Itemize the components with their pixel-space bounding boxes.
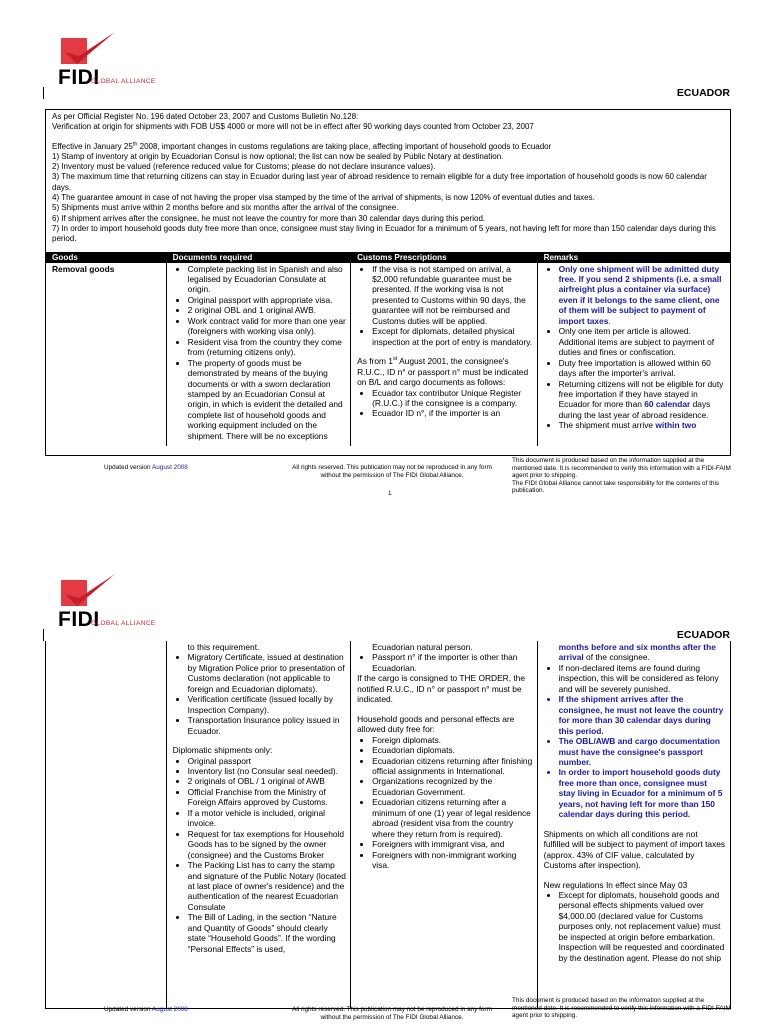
list-item: • Duty free importation is allowed within 60 days after the importer's arrival. — [559, 358, 726, 379]
rights-notice: All rights reserved. This publication may not be reproduced in any form without the permission of The FIDI Global Alliance. — [292, 1006, 492, 1021]
list-item: • Only one shipment will be admitted duty free. If you send 2 shipments (i.e. a small airfreight plus a container via surface) even if it belongs to the same client, one of them will be subject to payment of import taxes. — [559, 264, 726, 327]
intro-line: As per Official Register No. 196 dated October 23, 2007 and Customs Bulletin No.128: — [52, 112, 359, 121]
continued-text: Ecuadorian natural person. — [372, 642, 473, 652]
remarks-paragraph: Shipments on which all conditions are not fulfilled will be subject to payment of import taxes (approx. 43% of CIF value, calculated by Customs after inspection). — [543, 828, 726, 871]
list-item: • Official Franchise from the Ministry of Foreign Affairs approved by Customs. — [188, 787, 346, 808]
list-item: • Original passport with appropriate visa. — [188, 295, 346, 305]
list-item: • If the visa is not stamped on arrival, a $2,000 refundable guarantee must be presented. If the working visa is not presented to Customs within 90 days, the guarantee will not be reimbursed and Customs duties will be applied. — [372, 264, 532, 327]
list-item: • Except for diplomats, household goods and personal effects shipments valued over $4,000.00 (declared value for Customs purposes only, not replacement value) must be inspected at origin before embarkation. Inspection will be requested and coordinated by the destination agent. Please do not ship — [559, 890, 726, 963]
change-item: 1) Stamp of inventory at origin by Ecuadorian Consul is now optional; the list can now be sealed by Public Notary at destination. — [52, 151, 504, 161]
list-item: • Transportation Insurance policy issued in Ecuador. — [188, 715, 346, 736]
list-item: • Ecuadorian diplomats. — [372, 745, 532, 755]
customs-paragraph: If the cargo is consigned to THE ORDER, the notified R.U.C., ID n° or passport n° must be indicated. — [357, 673, 525, 705]
list-item: • Organizations recognized by the Ecuadorian Government. — [372, 776, 532, 797]
list-item: • If a motor vehicle is included, original invoice. — [188, 808, 346, 829]
fidi-logo — [55, 572, 165, 632]
content-box — [45, 641, 731, 1009]
logo-global-alliance-text: GLOBAL ALLIANCE — [91, 620, 156, 627]
list-item: • Ecuador tax contributor Unique Register (R.U.C.) if the consignee is a company. — [372, 388, 532, 409]
country-title: ECUADOR — [676, 87, 730, 99]
disclaimer: This document is produced based on the information supplied at the mentioned date. It is recommended to verify this information with a FIDI-FAIM agent prior to shipping. — [512, 997, 731, 1020]
disclaimer: This document is produced based on the information supplied at the mentioned date. It is recommended to verify this information with a FIDI-FAIM agent prior to shipping. The FIDI Global Alliance cannot take responsibility for the contents of this publication. — [512, 457, 731, 495]
list-item: • Except for diplomats, detailed physical inspection at the port of entry is mandatory. — [372, 326, 532, 347]
rights-notice: All rights reserved. This publication may not be reproduced in any form without the permission of The FIDI Global Alliance. — [292, 464, 492, 479]
list-item: • Passport n° if the importer is other than Ecuadorian. — [372, 652, 532, 673]
change-item: 4) The guarantee amount in case of not having the proper visa stamped by the time of the arrival of shipments, is now 120% of eventual duties and taxes. — [52, 193, 595, 203]
list-item: • Only one item per article is allowed. Additional items are subject to payment of duties and fines or confiscation. — [559, 326, 726, 357]
fidi-logo — [55, 30, 165, 90]
table-row — [46, 641, 730, 1009]
list-item: • Ecuadorian citizens returning after a minimum of one (1) year of legal residence abroad (resident visa from the country where they return from is required). — [372, 797, 532, 839]
customs-paragraph: Household goods and personal effects are allowed duty free for: — [357, 713, 515, 735]
list-item: • Foreigners with non-immigrant working visa. — [372, 850, 532, 871]
change-item: 3) The maximum time that returning citizens can stay in Ecuador during last year of abroad residence to remain eligible for a duty free importation of household goods is now 60 calendar days. — [52, 172, 707, 192]
remarks-cell — [538, 641, 730, 1009]
list-item: • Returning citizens will not be eligible for duty free importation if they have stayed in Ecuador for more than 60 calendar days during the last year of abroad residence. — [559, 379, 726, 421]
remarks-paragraph: New regulations In effect since May 03 — [543, 879, 688, 890]
list-item: • Verification certificate (issued locally by Inspection Company). — [188, 694, 346, 715]
list-item: • Complete packing list in Spanish and also legalised by Ecuadorian Consulate at origin. — [188, 264, 346, 295]
intro-line: Verification at origin for shipments with FOB US$ 4000 or more will not be in effect after 90 working days counted from October 23, 2007 — [52, 122, 534, 132]
list-item: • 2 original OBL and 1 original AWB. — [188, 305, 346, 315]
goods-cell — [46, 641, 167, 1009]
list-item: • Foreigners with immigrant visa, and — [372, 839, 532, 849]
list-item: • The Packing List has to carry the stamp and signature of the Public Notary (located at last place of owner's residence) and the authentication of the nearest Ecuadorian Consulate — [188, 860, 346, 912]
country-title: ECUADOR — [676, 629, 730, 641]
logo-fidi-text: FIDI — [58, 608, 100, 631]
page-number: 1 — [388, 490, 392, 497]
list-item: • 2 originals of OBL / 1 original of AWB — [188, 776, 346, 786]
updated-version: Updated version August 2008 — [104, 464, 188, 471]
list-item: • Request for tax exemptions for Household Goods has to be signed by the owner (consignee) and the Customs Broker — [188, 829, 346, 860]
table-header — [46, 252, 730, 263]
diplomatic-heading: Diplomatic shipments only: — [172, 745, 273, 756]
goods-cell — [46, 263, 167, 446]
documents-cell — [167, 263, 351, 446]
list-item: • The shipment must arrive within two — [559, 420, 726, 430]
change-item: 5) Shipments must arrive within 2 months before and six months after the arrival of the consignee. — [52, 203, 399, 213]
page-2 — [0, 512, 768, 1024]
header-customs: Customs Prescriptions — [357, 252, 447, 262]
list-item: • Inventory list (no Consular seal needed). — [188, 766, 346, 776]
continued-text: months before and six months after the arrival of the consignee. — [558, 642, 716, 663]
customs-cell — [351, 263, 537, 446]
changes-lead: Effective in January 25th 2008, important changes in customs regulations are taking place, affecting important of household goods to Ecuador — [52, 140, 552, 151]
list-item: • In order to import household goods duty free more than once, consignee must stay living in Ecuador for a minimum of 5 years, not having left for more than 150 calendar days during this period. — [559, 767, 726, 819]
text-cursor — [43, 629, 44, 641]
intro-section — [46, 110, 730, 247]
content-box — [45, 109, 731, 456]
change-item: 2) Inventory must be valued (reference reduced value for Customs; please do not declare insurance values). — [52, 162, 436, 172]
list-item: • Ecuadorian citizens returning after finishing official assignments in International. — [372, 756, 532, 777]
customs-cell — [351, 641, 537, 1009]
change-item: 6) If shipment arrives after the consignee, he must not leave the country for more than 30 calendar days during this period. — [52, 213, 486, 223]
header-remarks: Remarks — [543, 252, 579, 262]
list-item: • Ecuador ID n°, if the importer is an — [372, 408, 532, 418]
change-item: 7) In order to import household goods duty free more than once, consignee must stay living in Ecuador for a minimum of 5 years, not having left for more than 150 calendar days during this period. — [52, 223, 716, 244]
customs-paragraph: As from 1st August 2001, the consignee's R.U.C., ID n° or passport n° must be indicated on B/L and cargo documents as follows: — [357, 356, 529, 388]
text-cursor — [43, 87, 44, 99]
updated-version: Updated version August 2008 — [104, 1006, 188, 1013]
list-item: • The Bill of Lading, in the section “Nature and Quantity of Goods” should clearly state “Household Goods”. If the wording “Personal Effects” is used, — [188, 912, 346, 954]
list-item: • The property of goods must be demonstrated by means of the buying documents or with a sworn declaration stamped by an Ecuadorian Consul at origin, in which is evident the detailed and complete list of household goods and working equipment included on the shipment. There will be no exceptions — [188, 358, 346, 442]
list-item: • If the shipment arrives after the consignee, he must not leave the country for more than 30 calendar days during this period. — [559, 694, 726, 736]
remarks-cell — [538, 263, 730, 446]
header-goods: Goods — [52, 252, 78, 262]
header-documents: Documents required — [172, 252, 253, 262]
continued-text: to this requirement. — [187, 642, 260, 652]
list-item: • Migratory Certificate, issued at destination by Migration Police prior to presentation of Customs declaration (not applicable to foreign and Ecuadorian diplomats). — [188, 652, 346, 694]
logo-global-alliance-text: GLOBAL ALLIANCE — [91, 78, 156, 85]
goods-label: Removal goods — [52, 263, 115, 274]
list-item: • Foreign diplomats. — [372, 735, 532, 745]
documents-cell — [167, 641, 351, 1009]
logo-fidi-text: FIDI — [58, 66, 100, 89]
list-item: • The OBL/AWB and cargo documentation must have the consignee's passport number. — [559, 736, 726, 767]
table-row — [46, 263, 730, 446]
list-item: • Original passport — [188, 756, 346, 766]
list-item: • Resident visa from the country they come from (returning citizens only). — [188, 337, 346, 358]
list-item: • Work contract valid for more than one year (foreigners with working visa only). — [188, 316, 346, 337]
list-item: • If non-declared items are found during inspection, this will be considered as felony and will be severely punished. — [559, 663, 726, 694]
